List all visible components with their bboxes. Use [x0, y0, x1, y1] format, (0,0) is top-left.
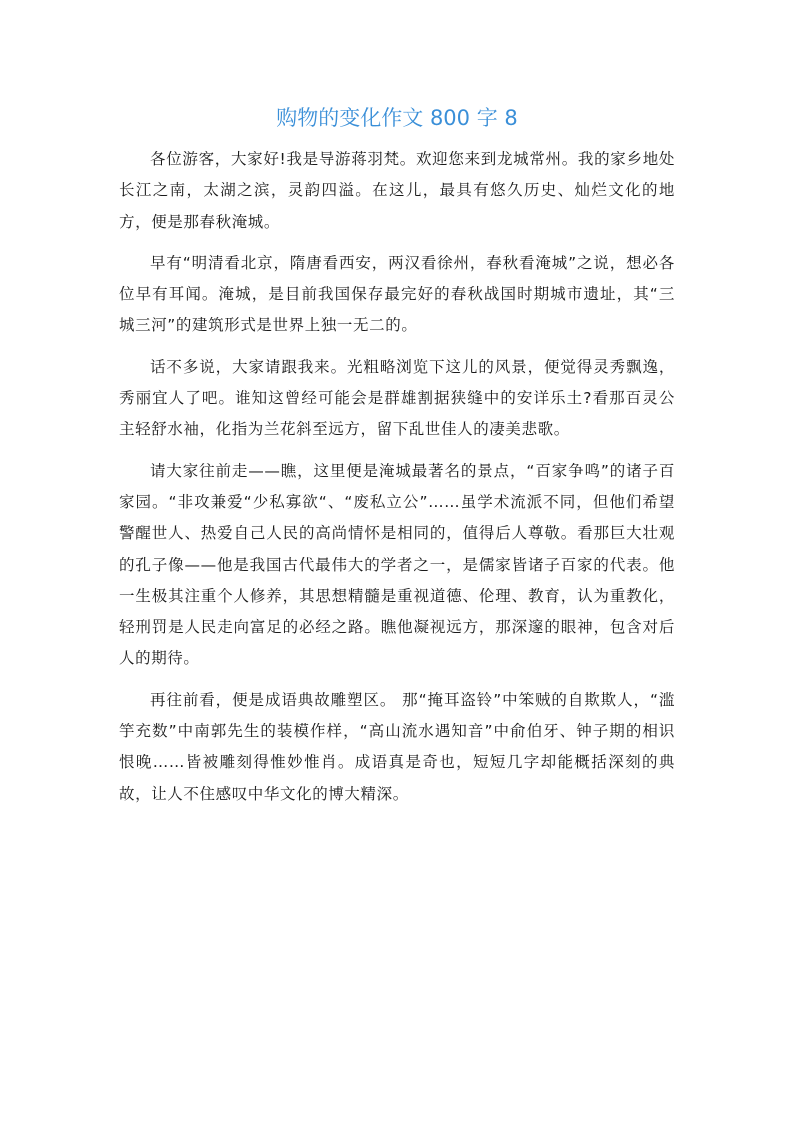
document-title: 购物的变化作文 800 字 8 — [276, 106, 518, 130]
paragraph-1: 各位游客，大家好!我是导游蒋羽梵。欢迎您来到龙城常州。我的家乡地处长江之南，太湖之滨，灵韵四溢。在这儿，最具有悠久历史、灿烂文化的地方，便是那春秋淹城。 — [119, 150, 675, 231]
paragraph-3: 话不多说，大家请跟我来。光粗略浏览下这儿的风景，便觉得灵秀飘逸，秀丽宜人了吧。谁知这曾经可能会是群雄割据狭缝中的安详乐土?看那百灵公主轻舒水袖，化指为兰花斜至远方，留下乱世佳人的凄美悲歌。 — [119, 357, 675, 439]
paragraph-5: 再往前看，便是成语典故雕塑区。 那“掩耳盗铃”中笨贼的自欺欺人，“滥竽充数”中南郭先生的装模作样，“高山流水遇知音”中俞伯牙、钟子期的相识恨晚……皆被雕刻得惟妙惟肖。成语真是奇也，短短几字却能概括深刻的典故，让人不住感叹中华文化的博大精深。 — [119, 690, 675, 803]
paragraph-2: 早有“明清看北京，隋唐看西安，两汉看徐州，春秋看淹城”之说，想必各位早有耳闻。淹城，是目前我国保存最完好的春秋战国时期城市遗址，其“三城三河”的建筑形式是世界上独一无二的。 — [119, 253, 675, 335]
paragraph-4: 请大家往前走——瞧，这里便是淹城最著名的景点，“百家争鸣”的诸子百家园。“非攻兼爱“少私寡欲“、“废私立公”……虽学术流派不同，但他们希望警醒世人、热爱自己人民的高尚情怀是相同的，值得后人尊敬。看那巨大壮观的孔子像——他是我国古代最伟大的学者之一，是儒家皆诸子百家的代表。他一生极其注重个人修养，其思想精髓是重视道德、伦理、教育，认为重教化，轻刑罚是人民走向富足的必经之路。瞧他凝视远方，那深邃的眼神，包含对后人的期待。 — [119, 461, 675, 668]
document-body — [119, 144, 675, 820]
